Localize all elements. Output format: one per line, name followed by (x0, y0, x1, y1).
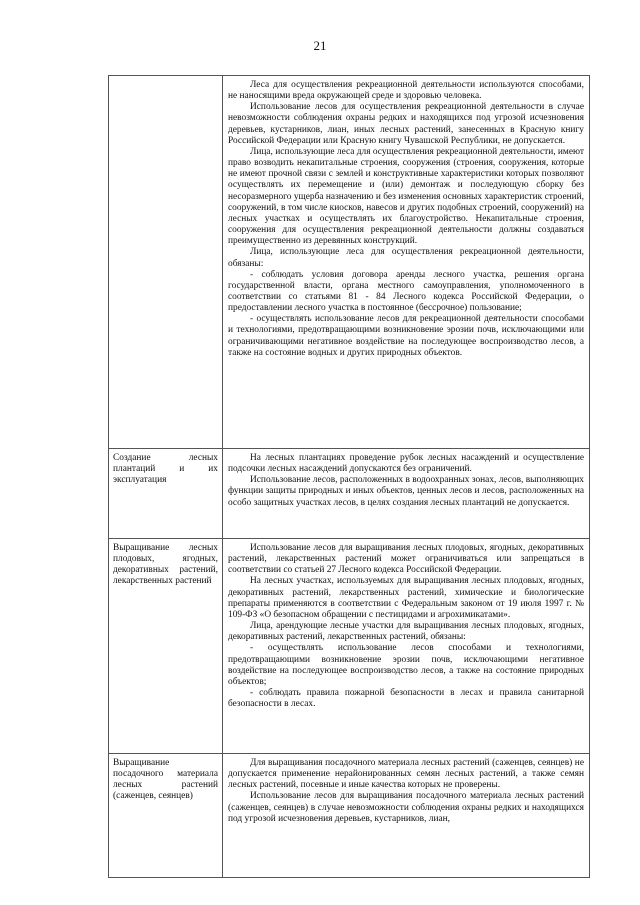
activity-name-cell: Создание лесных плантаций и их эксплуатация (109, 449, 223, 539)
table-row (109, 76, 590, 449)
paragraph: Лица, арендующие лесные участки для выращивания лесных плодовых, ягодных, декоративных растений, лекарственных растений, обязаны: (228, 621, 584, 643)
requirements-cell (223, 76, 590, 449)
forest-use-table (108, 75, 590, 878)
table-row (109, 449, 590, 539)
paragraph: Лица, использующие леса для осуществления рекреационной деятельности, имеют право возводить некапитальные строения, сооружения (строения, сооружения, которые не имеют прочной связи с землей и конструктивные характеристики которых позволяют осуществлять их перемещение и (или) демонтаж и последующую сборку без несоразмерного ущерба назначению и без изменения основных характеристик строений, сооружений, в том числе киосков, навесов и других подобных строений, сооружений) на лесных участках и осуществлять их благоустройство. Некапитальные строения, сооружения для осуществления рекреационной деятельности должны создаваться преимущественно из деревянных конструкций. (228, 146, 584, 247)
paragraph: На лесных плантациях проведение рубок лесных насаждений и осуществление подсочки лесных насаждений допускаются без ограничений. (228, 453, 584, 475)
paragraph: - осуществлять использование лесов для рекреационной деятельности способами и технологиями, предотвращающими возникновение эрозии почв, исключающими или ограничивающими негативное воздействие на последующее воспроизводство лесов, а также на состояние водных и других природных объектов. (228, 314, 584, 358)
paragraph: Использование лесов для выращивания посадочного материала лесных растений (саженцев, сеянцев) в случае невозможности соблюдения охраны редких и находящихся под угрозой исчезновения деревьев, кустарников, лиан, (228, 791, 584, 824)
requirements-cell (223, 449, 590, 539)
paragraph: На лесных участках, используемых для выращивания лесных плодовых, ягодных, декоративных растений, лекарственных растений, химические и биологические препараты применяются в соответствии с Федеральным законом от 19 июля 1997 г. № 109-ФЗ «О безопасном обращении с пестицидами и агрохимикатами». (228, 576, 584, 620)
paragraph: Лица, использующие леса для осуществления рекреационной деятельности, обязаны: (228, 247, 584, 269)
paragraph: - соблюдать условия договора аренды лесного участка, решения органа государственной власти, органа местного самоуправления, уполномоченного в соответствии со статьями 81 - 84 Лесного кодекса Российской Федерации, о предоставлении лесного участка в постоянное (бессрочное) пользование; (228, 269, 584, 314)
page-number: 21 (313, 38, 327, 53)
paragraph: Использование лесов, расположенных в водоохранных зонах, лесов, выполняющих функции защиты природных и иных объектов, ценных лесов и лесов, расположенных на особо защитных участках лесов, в целях создания лесных плантаций не допускается. (228, 475, 584, 508)
paragraph: Использование лесов для осуществления рекреационной деятельности в случае невозможности соблюдения охраны редких и находящихся под угрозой исчезновения деревьев, кустарников, лиан, иных лесных растений, занесенных в Красную книгу Российской Федерации или Красную книгу Чувашской Республики, не допускается. (228, 102, 584, 146)
paragraph: - соблюдать правила пожарной безопасности в лесах и правила санитарной безопасности в лесах. (228, 688, 584, 710)
paragraph: Использование лесов для выращивания лесных плодовых, ягодных, декоративных растений, лекарственных растений может ограничиваться или запрещаться в соответствии со статьей 27 Лесного кодекса Российской Федерации. (228, 543, 584, 576)
paragraph: - осуществлять использование лесов способами и технологиями, предотвращающими возникновение эрозии почв, исключающими негативное воздействие на последующее воспроизводство лесов, а также на состояние природных объектов; (228, 643, 584, 687)
paragraph: Леса для осуществления рекреационной деятельности используются способами, не наносящими вреда окружающей среде и здоровью человека. (228, 80, 584, 102)
table-row (109, 754, 590, 878)
paragraph: Для выращивания посадочного материала лесных растений (саженцев, сеянцев) не допускается применение нерайонированных семян лесных растений, а также семян лесных растений, посевные и иные качества которых не проверены. (228, 758, 584, 791)
table-row (109, 539, 590, 754)
activity-name-cell: Выращивание посадочного материала лесных растений (саженцев, сеянцев) (109, 754, 223, 878)
requirements-cell (223, 754, 590, 878)
activity-name-cell (109, 76, 223, 449)
requirements-cell (223, 539, 590, 754)
activity-name-cell: Выращивание лесных плодовых, ягодных, декоративных растений, лекарственных растений (109, 539, 223, 754)
